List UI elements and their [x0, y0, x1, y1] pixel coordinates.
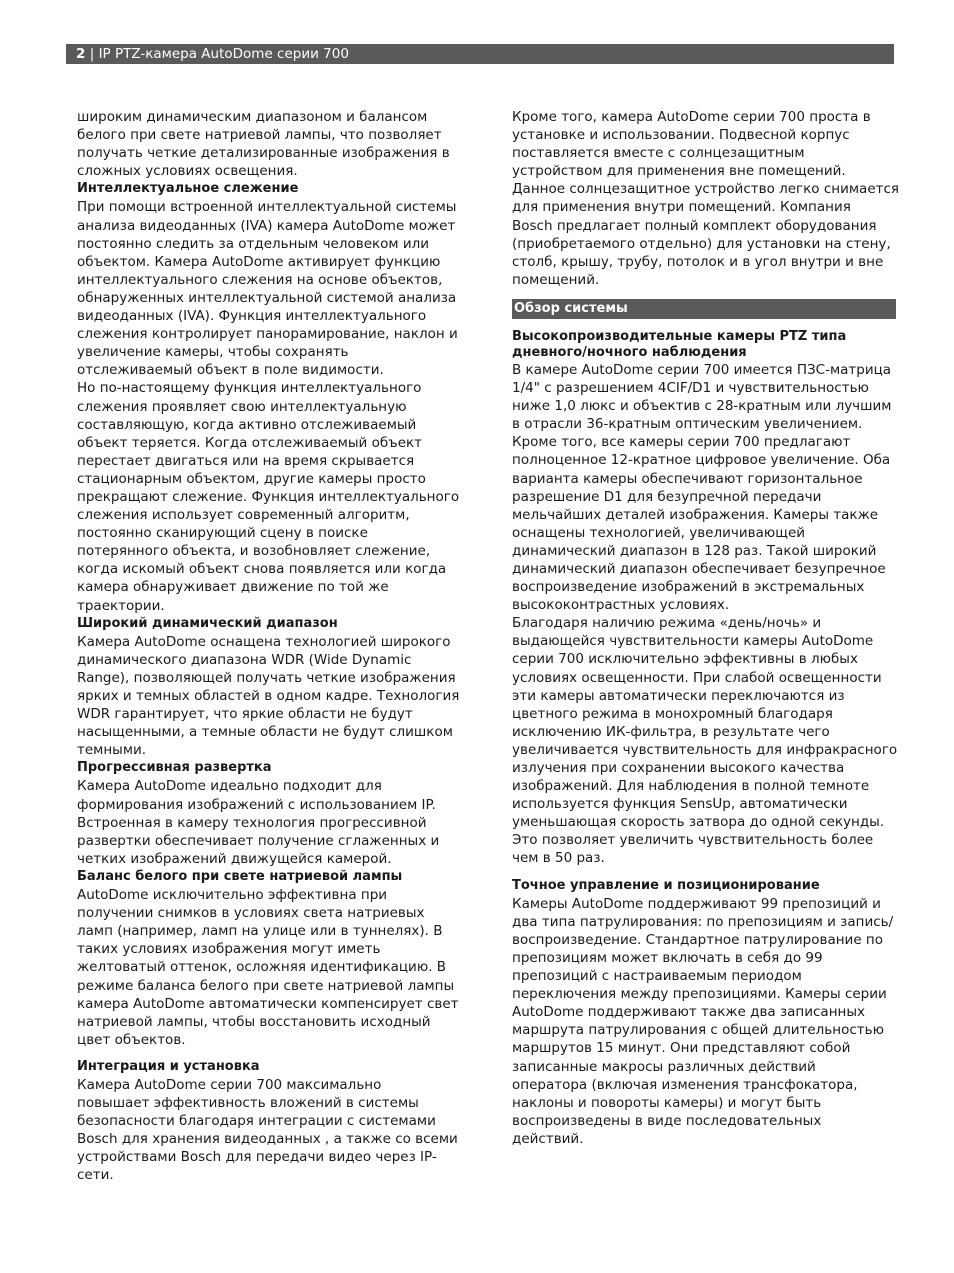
white-balance-paragraph: AutoDome исключительно эффективна при получении снимков в условиях света натриевых ламп (например, ламп на улице или в туннелях). В таких условиях изображения могут иметь желтоватый оттенок, осложняя идентификацию. В режиме баланса белого при свете натриевой лампы камера AutoDome автоматически компенсирует свет натриевой лампы, чтобы восстановить исходный цвет объектов. [77, 887, 459, 1048]
intro-paragraph: широким динамическим диапазоном и балансом белого при свете натриевой лампы, что позволяет получать четкие детализированные изображения в сложных условиях освещения. [77, 109, 450, 180]
ptz-heading: Высокопроизводительные камеры PTZ типа дневного/ночного наблюдения [512, 328, 847, 360]
iva-heading: Интеллектуальное слежение [77, 181, 299, 197]
white-balance-heading: Баланс белого при свете натриевой лампы [77, 868, 403, 884]
control-heading: Точное управление и позиционирование [512, 877, 820, 893]
section-title-system-overview: Обзор системы [512, 299, 896, 319]
iva-paragraph-1: При помощи встроенной интеллектуальной системы анализа видеоданных (IVA) камера AutoDome может постоянно следить за отдельным человеком или объектом. Камера AutoDome активирует функцию интеллектуального слежения на основе объектов, обнаруженных интеллектуальной системой анализа видеоданных (IVA). Функция интеллектуального слежения контролирует панорамирование, наклон и увеличение камеры, чтобы сохранять отслеживаемый объект в поле видимости. [77, 199, 458, 379]
page-header [66, 44, 894, 64]
wdr-paragraph: Камера AutoDome оснащена технологией широкого динамического диапазона WDR (Wide Dynamic Range), позволяющей получать четкие изображения ярких и темных областей в одном кадре. Технология WDR гарантирует, что яркие области не будут насыщенными, а темные области не будут слишком темными. [77, 633, 460, 759]
left-column [77, 108, 467, 1185]
right-column [512, 108, 902, 1148]
ptz-paragraph-2: Благодаря наличию режима «день/ночь» и выдающейся чувствительности камеры AutoDome серии 700 исключительно эффективны в любых условиях освещенности. При слабой освещенности эти камеры автоматически переключаются из цветного режима в монохромный благодаря исключению ИК-фильтра, в результате чего увеличивается чувствительность для инфракрасного излучения при сохранении высокого качества изображений. Для наблюдения в полной темноте используется функция SensUp, автоматически уменьшающая скорость затвора до одной секунды. Это позволяет увеличить чувствительность более чем в 50 раз. [512, 615, 898, 867]
document-title: IP PTZ-камера AutoDome серии 700 [98, 46, 349, 62]
ptz-paragraph-1: В камере AutoDome серии 700 имеется ПЗС-матрица 1/4" с разрешением 4CIF/D1 и чувствительностью ниже 1,0 люкс и объектив с 28-кратным или лучшим в отрасли 36-кратным оптическим увеличением. Кроме того, все камеры серии 700 предлагают полноценное 12-кратное цифровое увеличение. Оба варианта камеры обеспечивают горизонтальное разрешение D1 для безупречной передачи мельчайших деталей изображения. Камеры также оснащены технологией, увеличивающей динамический диапазон в 128 раз. Такой широкий динамический диапазон обеспечивает безупречное воспроизведение изображений в экстремальных высококонтрастных условиях. [512, 361, 892, 614]
integration-paragraph: Камера AutoDome серии 700 максимально повышает эффективность вложений в системы безопасности благодаря интеграции с системами Bosch для хранения видеоданных , а также со всеми устройствами Bosch для передачи видео через IP- сети. [77, 1076, 458, 1184]
iva-paragraph-2: Но по-настоящему функция интеллектуального слежения проявляет свою интеллектуальную составляющую, когда активно отслеживаемый объект теряется. Когда отслеживаемый объект перестает двигаться или на время скрывается стационарным объектом, другие камеры просто прекращают слежение. Функция интеллектуального слежения использует современный алгоритм, постоянно сканирующий сцену в поиске потерянного объекта, и возобновляет слежение, когда искомый объект снова появляется или когда камера обнаруживает движение по той же траектории. [77, 380, 460, 614]
header-separator: | [89, 46, 95, 62]
integration-heading: Интеграция и установка [77, 1058, 260, 1074]
installation-paragraph: Кроме того, камера AutoDome серии 700 проста в установке и использовании. Подвесной корпус поставляется вместе с солнцезащитным устройством для применения вне помещений. Данное солнцезащитное устройство легко снимается для применения внутри помещений. Компания Bosch предлагает полный комплект оборудования (приобретаемого отдельно) для установки на стену, столб, крышу, трубу, потолок и в угол внутри и вне помещений. [512, 109, 900, 288]
control-paragraph: Камеры AutoDome поддерживают 99 препозиций и два типа патрулирования: по препозициям и запись/ воспроизведение. Стандартное патрулирование по препозициям может включать в себя до 99 препозиций с настраиваемым периодом переключения между препозициями. Камеры серии AutoDome поддерживают также два записанных маршрута патрулирования с общей длительностью маршрутов 15 минут. Они представляют собой записанные макросы различных действий оператора (включая изменения трансфокатора, наклоны и повороты камеры) и могут быть воспроизведены в виде последовательных действий. [512, 895, 894, 1147]
wdr-heading: Широкий динамический диапазон [77, 615, 338, 631]
progressive-scan-heading: Прогрессивная развертка [77, 760, 272, 776]
page-number: 2 [76, 46, 86, 62]
progressive-scan-paragraph: Камера AutoDome идеально подходит для формирования изображений с использованием IP. Встроенная в камеру технология прогрессивной развертки обеспечивает получение сглаженных и четких изображений движущейся камерой. [77, 778, 440, 867]
